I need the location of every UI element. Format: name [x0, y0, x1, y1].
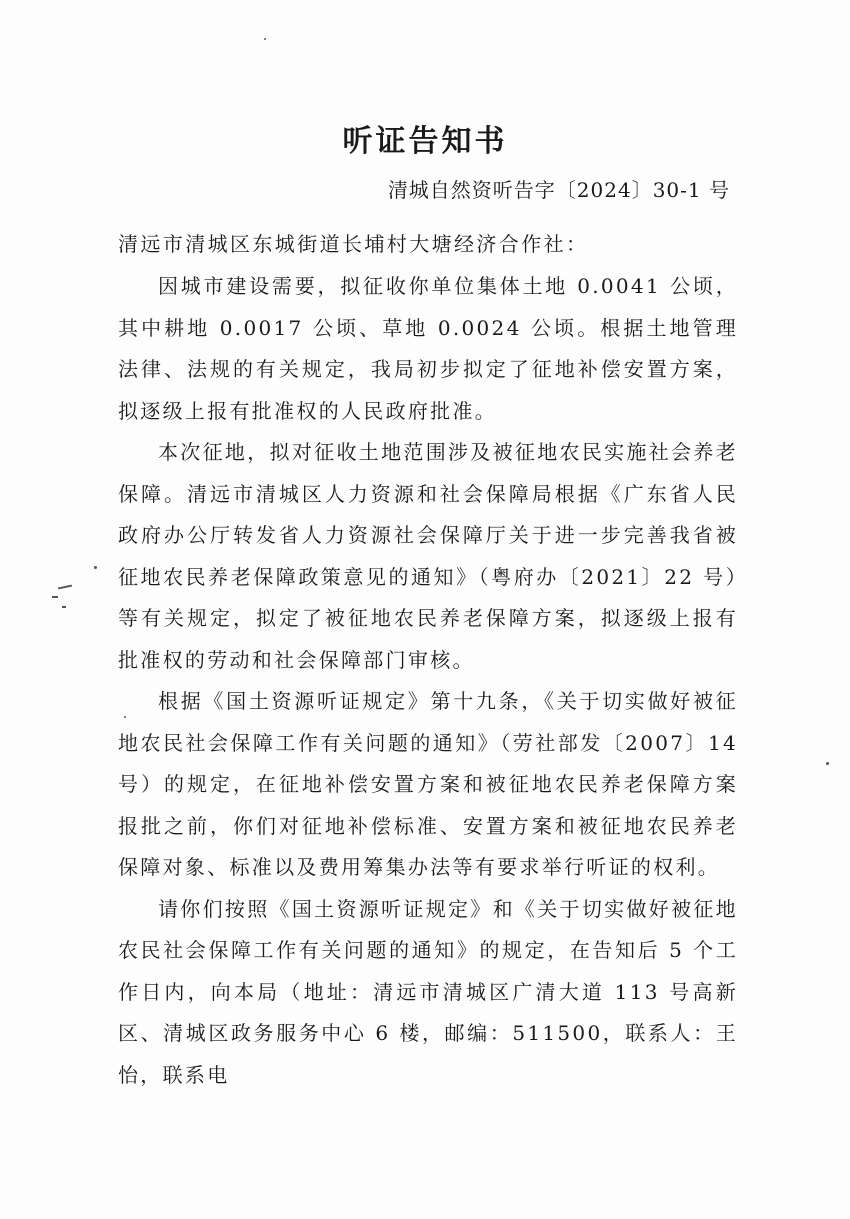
scan-mark [94, 566, 97, 569]
scan-mark [826, 762, 829, 765]
scan-mark [264, 38, 266, 40]
paragraph-pension-security: 本次征地，拟对征收土地范围涉及被征地农民实施社会养老保障。清远市清城区人力资源和社会保障局根据《广东省人民政府办公厅转发省人力资源社会保障厅关于进一步完善我省被征地农民养老保障政策意见的通知》（粤府办〔2021〕22 号）等有关规定，拟定了被征地农民养老保障方案，拟逐级上报有批准权的劳动和社会保障部门审核。 [118, 440, 738, 672]
document-body [118, 266, 738, 1096]
scan-mark [52, 596, 58, 598]
scan-mark [62, 606, 66, 608]
paragraph-hearing-right: 根据《国土资源听证规定》第十九条，《关于切实做好被征地农民社会保障工作有关问题的通知》（劳社部发〔2007〕14 号）的规定，在征地补偿安置方案和被征地农民养老保障方案报批之前，你们对征地补偿标准、安置方案和被征地农民养老保障对象、标准以及费用筹集办法等有要求举行听证的权利。 [118, 689, 738, 879]
document-title: 听证告知书 [342, 124, 508, 159]
addressee: 清远市清城区东城街道长埔村大塘经济合作社： [118, 232, 589, 256]
paragraph-land-acquisition: 因城市建设需要，拟征收你单位集体土地 0.0041 公顷，其中耕地 0.0017 公顷、草地 0.0024 公顷。根据土地管理法律、法规的有关规定，我局初步拟定了征地补偿安置方案，拟逐级上报有批准权的人民政府批准。 [118, 274, 738, 423]
scan-mark [58, 585, 72, 590]
scan-mark [124, 716, 126, 718]
paragraph-hearing-request: 请你们按照《国土资源听证规定》和《关于切实做好被征地农民社会保障工作有关问题的通知》的规定，在告知后 5 个工作日内，向本局（地址：清远市清城区广清大道 113 号高新区、清城区政务服务中心 6 楼，邮编：511500，联系人：王怡，联系电 [118, 896, 738, 1087]
document-number: 清城自然资听告字〔2024〕30-1 号 [387, 178, 730, 202]
